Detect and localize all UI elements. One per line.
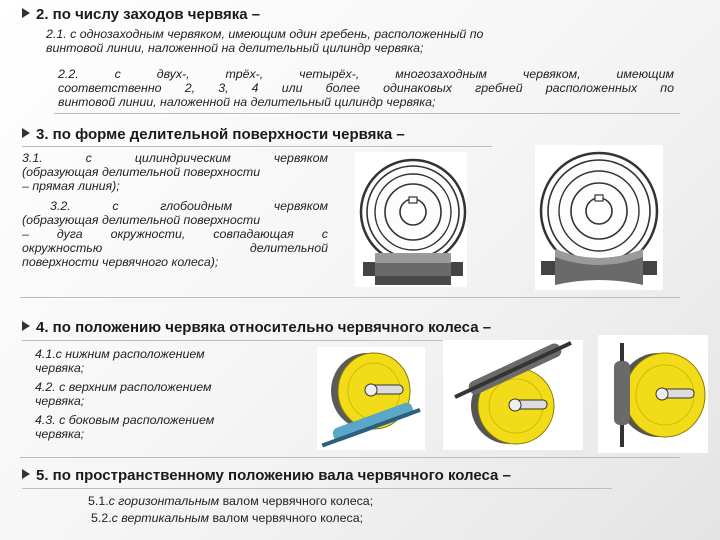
globoid-worm-gear-figure	[535, 145, 663, 290]
section-3-text-3: – прямая линия);	[22, 179, 120, 193]
section-3-text-1: 3.1. с цилиндрическим червяком	[22, 151, 328, 165]
section-4-text-4: червяка;	[35, 394, 85, 408]
section-4-text-6: червяка;	[35, 427, 85, 441]
bullet-arrow-icon	[22, 321, 30, 331]
bullet-arrow-icon	[22, 128, 30, 138]
section-3-text-4: 3.2. с глобоидным червяком	[50, 199, 328, 213]
worm-below-wheel-figure	[317, 347, 425, 450]
section-2-1-line-1: 2.1. с однозаходным червяком, имеющим один гребень, расположенный по	[46, 27, 484, 41]
section-3-text-5: (образующая делительной поверхности	[22, 213, 261, 227]
section-2-2-line-3: винтовой линии, наложенной на делительный цилиндр червяка;	[58, 95, 436, 109]
section-4-text-5: 4.3. с боковым расположением	[35, 413, 215, 427]
section-4-text-3: 4.2. с верхним расположением	[35, 380, 212, 394]
section-3-text-7: окружностью делительной	[22, 241, 328, 255]
section-5-title: 5. по пространственному положению вала червячного колеса –	[22, 467, 511, 484]
section-3-title: 3. по форме делительной поверхности червяка –	[22, 126, 405, 143]
worm-above-wheel-figure	[443, 340, 583, 450]
divider	[20, 297, 680, 298]
section-5-2: 5.2.с вертикальным валом червячного колеса;	[91, 511, 364, 525]
divider	[20, 457, 680, 458]
section-4-text-2: червяка;	[35, 361, 85, 375]
cylindrical-worm-gear-figure	[355, 152, 467, 287]
divider	[22, 146, 492, 147]
section-2-2-line-1: 2.2. с двух-, трёх-, четырёх-, многозаходным червяком, имеющим	[58, 67, 674, 81]
section-4-text-1: 4.1.с нижним расположением	[35, 347, 205, 361]
divider	[54, 113, 680, 114]
divider	[22, 488, 612, 489]
section-3-text-8: поверхности червячного колеса);	[22, 255, 219, 269]
section-2-title: 2. по числу заходов червяка –	[22, 6, 260, 23]
section-2-1-line-2: винтовой линии, наложенной на делительный цилиндр червяка;	[46, 41, 424, 55]
bullet-arrow-icon	[22, 8, 30, 18]
section-4-title: 4. по положению червяка относительно червячного колеса –	[22, 319, 491, 336]
section-5-1: 5.1.с горизонтальным валом червячного колеса;	[88, 494, 374, 508]
section-2-2-line-2: соответственно 2, 3, 4 или более одинаковых гребней расположенных по	[58, 81, 674, 95]
section-3-text-6: – дуга окружности, совпадающая с	[22, 227, 328, 241]
bullet-arrow-icon	[22, 469, 30, 479]
section-3-text-2: (образующая делительной поверхности	[22, 165, 261, 179]
worm-side-wheel-figure	[598, 335, 708, 453]
